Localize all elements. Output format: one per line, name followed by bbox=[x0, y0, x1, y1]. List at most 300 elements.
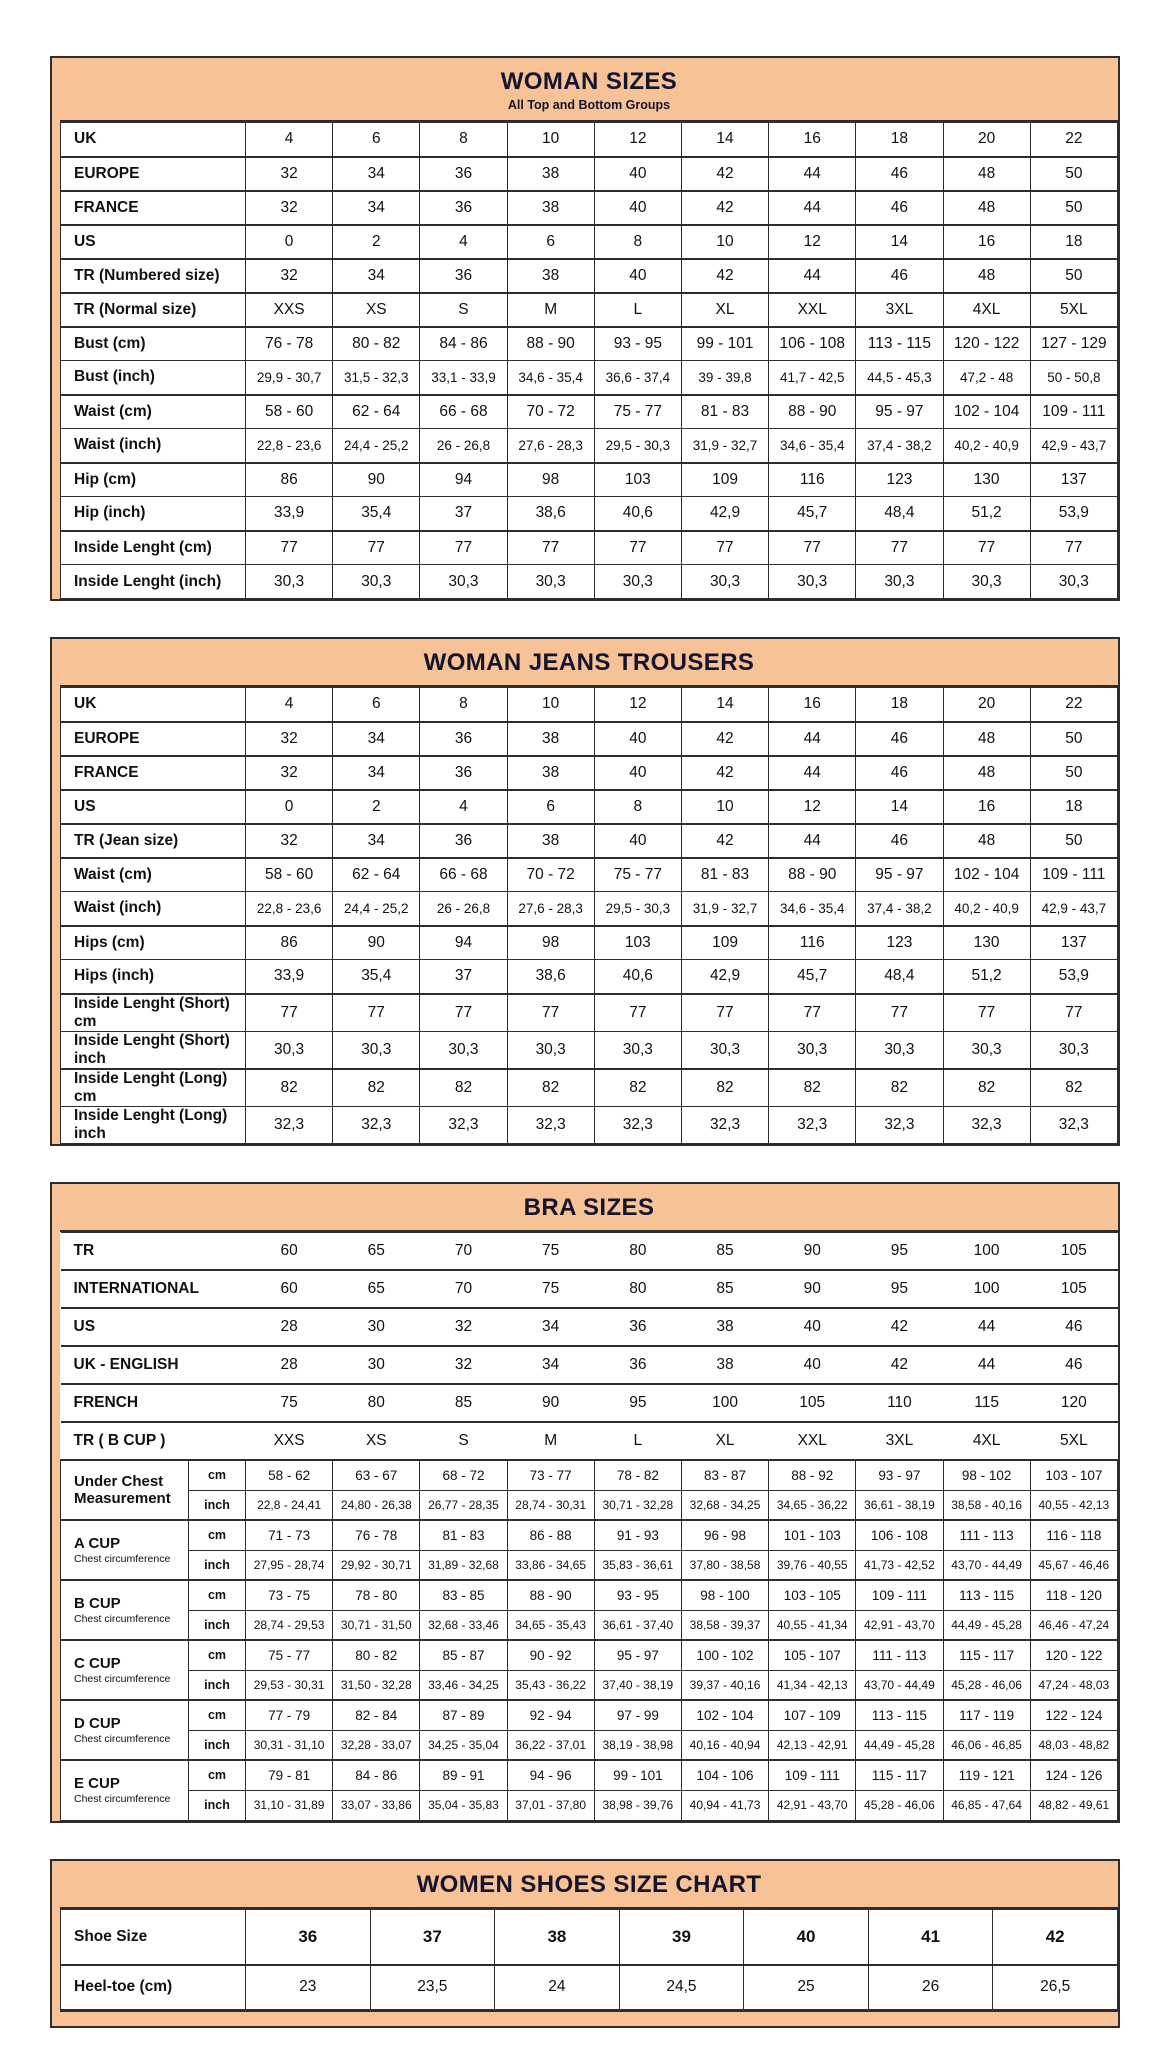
cup-label: E CUP bbox=[74, 1775, 120, 1793]
size-value: 40 bbox=[594, 824, 681, 858]
size-value: 40,55 - 42,13 bbox=[1030, 1490, 1117, 1520]
size-value: 102 - 104 bbox=[943, 858, 1030, 892]
table-subtitle: All Top and Bottom Groups bbox=[507, 98, 671, 112]
size-value: 50 bbox=[1030, 824, 1117, 858]
size-value: 73 - 75 bbox=[246, 1580, 333, 1610]
size-value: 44,49 - 45,28 bbox=[856, 1730, 943, 1760]
size-value: 36 bbox=[420, 157, 507, 191]
size-value: 109 bbox=[681, 463, 768, 497]
size-value: 127 - 129 bbox=[1030, 327, 1117, 361]
size-value: 97 - 99 bbox=[594, 1700, 681, 1730]
size-value: 78 - 80 bbox=[333, 1580, 420, 1610]
size-value: 44 bbox=[769, 756, 856, 790]
size-value: 76 - 78 bbox=[333, 1520, 420, 1550]
row-label: US bbox=[61, 225, 246, 259]
size-value: 34 bbox=[333, 722, 420, 756]
size-value: 85 bbox=[681, 1270, 768, 1308]
size-value: 48,82 - 49,61 bbox=[1030, 1790, 1117, 1820]
table-row bbox=[61, 926, 1118, 960]
size-value: 8 bbox=[594, 225, 681, 259]
size-value: 28,74 - 29,53 bbox=[246, 1610, 333, 1640]
table-row bbox=[61, 1069, 1118, 1107]
size-value: 130 bbox=[943, 926, 1030, 960]
woman-sizes-header bbox=[60, 58, 1118, 122]
table-row bbox=[61, 1422, 1118, 1460]
size-value: 42 bbox=[681, 722, 768, 756]
size-value: 86 bbox=[246, 926, 333, 960]
size-value: 16 bbox=[943, 225, 1030, 259]
size-value: 30,3 bbox=[943, 565, 1030, 599]
size-value: 33,07 - 33,86 bbox=[333, 1790, 420, 1820]
size-value: 38,6 bbox=[507, 497, 594, 531]
row-label: TR (Jean size) bbox=[61, 824, 246, 858]
size-value: 12 bbox=[594, 123, 681, 157]
size-value: 34,6 - 35,4 bbox=[507, 361, 594, 395]
size-value: 38,6 bbox=[507, 960, 594, 994]
size-value: 109 - 111 bbox=[1030, 395, 1117, 429]
size-value: 36,22 - 37,01 bbox=[507, 1730, 594, 1760]
size-value: 23,5 bbox=[370, 1965, 495, 2009]
size-value: 100 - 102 bbox=[681, 1640, 768, 1670]
size-value: 109 - 111 bbox=[1030, 858, 1117, 892]
size-value: 82 bbox=[1030, 1069, 1117, 1107]
size-value: 36 bbox=[420, 824, 507, 858]
table-row bbox=[61, 892, 1118, 926]
cup-sublabel: Chest circumference bbox=[74, 1613, 171, 1626]
size-value: 30,3 bbox=[681, 1031, 768, 1069]
bra-sizes-table bbox=[50, 1182, 1120, 1823]
size-value: 77 - 79 bbox=[246, 1700, 333, 1730]
size-value: 30,3 bbox=[333, 1031, 420, 1069]
size-value: 32,3 bbox=[769, 1106, 856, 1143]
row-label: UK bbox=[61, 688, 246, 722]
size-value: 77 bbox=[943, 994, 1030, 1032]
size-value: 37 bbox=[420, 960, 507, 994]
cup-sublabel: Chest circumference bbox=[74, 1553, 171, 1566]
size-value: 90 bbox=[333, 926, 420, 960]
size-value: 62 - 64 bbox=[333, 858, 420, 892]
size-value: 32 bbox=[420, 1346, 507, 1384]
size-value: 34,6 - 35,4 bbox=[769, 892, 856, 926]
table-row bbox=[61, 1232, 1118, 1270]
size-value: 29,5 - 30,3 bbox=[594, 892, 681, 926]
size-value: 46 bbox=[856, 756, 943, 790]
unit-label: inch bbox=[189, 1490, 246, 1520]
size-value: 110 bbox=[856, 1384, 943, 1422]
row-label: INTERNATIONAL bbox=[61, 1270, 246, 1308]
size-value: 120 - 122 bbox=[943, 327, 1030, 361]
size-value: 26,77 - 28,35 bbox=[420, 1490, 507, 1520]
size-value: 91 - 93 bbox=[594, 1520, 681, 1550]
size-value: 46 bbox=[856, 191, 943, 225]
size-value: 30,3 bbox=[507, 1031, 594, 1069]
size-value: 46,06 - 46,85 bbox=[943, 1730, 1030, 1760]
size-value: 60 bbox=[246, 1270, 333, 1308]
size-value: 37 bbox=[420, 497, 507, 531]
size-value: 50 bbox=[1030, 191, 1117, 225]
size-value: 31,5 - 32,3 bbox=[333, 361, 420, 395]
size-value: 2 bbox=[333, 790, 420, 824]
size-value: 113 - 115 bbox=[856, 327, 943, 361]
size-value: 30,3 bbox=[420, 1031, 507, 1069]
row-label: FRANCE bbox=[61, 756, 246, 790]
size-value: 106 - 108 bbox=[856, 1520, 943, 1550]
size-value: 38,58 - 40,16 bbox=[943, 1490, 1030, 1520]
size-value: S bbox=[420, 1422, 507, 1460]
row-label: Hip (inch) bbox=[61, 497, 246, 531]
size-value: 34,65 - 35,43 bbox=[507, 1610, 594, 1640]
size-value: 113 - 115 bbox=[943, 1580, 1030, 1610]
table-row bbox=[61, 1346, 1118, 1384]
table-row bbox=[61, 1550, 1118, 1580]
row-label: US bbox=[61, 790, 246, 824]
table-row bbox=[61, 1760, 1118, 1790]
size-value: 30,3 bbox=[594, 1031, 681, 1069]
row-label: Shoe Size bbox=[61, 1909, 246, 1965]
size-value: 27,95 - 28,74 bbox=[246, 1550, 333, 1580]
size-value: 38 bbox=[681, 1346, 768, 1384]
size-value: 0 bbox=[246, 790, 333, 824]
size-value: 40 bbox=[594, 157, 681, 191]
unit-label: cm bbox=[189, 1700, 246, 1730]
size-value: 40 bbox=[594, 191, 681, 225]
size-value: 38 bbox=[507, 259, 594, 293]
size-value: 103 bbox=[594, 463, 681, 497]
size-value: 22,8 - 24,41 bbox=[246, 1490, 333, 1520]
size-value: 34 bbox=[333, 259, 420, 293]
size-value: 44 bbox=[769, 191, 856, 225]
size-value: 12 bbox=[594, 688, 681, 722]
size-value: 90 bbox=[507, 1384, 594, 1422]
size-value: 30,3 bbox=[856, 565, 943, 599]
size-value: 40,2 - 40,9 bbox=[943, 429, 1030, 463]
size-value: 4XL bbox=[943, 1422, 1030, 1460]
size-value: 98 - 100 bbox=[681, 1580, 768, 1610]
size-value: 30,3 bbox=[856, 1031, 943, 1069]
size-value: 46 bbox=[856, 259, 943, 293]
size-value: 70 - 72 bbox=[507, 395, 594, 429]
size-value: 103 bbox=[594, 926, 681, 960]
size-value: 39,37 - 40,16 bbox=[681, 1670, 768, 1700]
size-value: 30,3 bbox=[769, 565, 856, 599]
size-value: 34,65 - 36,22 bbox=[769, 1490, 856, 1520]
size-value: 42 bbox=[681, 824, 768, 858]
row-label: FRANCE bbox=[61, 191, 246, 225]
size-value: 36,61 - 38,19 bbox=[856, 1490, 943, 1520]
unit-label: inch bbox=[189, 1610, 246, 1640]
size-value: 30,3 bbox=[681, 565, 768, 599]
size-value: 102 - 104 bbox=[943, 395, 1030, 429]
size-value: 30 bbox=[333, 1346, 420, 1384]
row-label bbox=[61, 1640, 189, 1700]
size-value: 82 bbox=[246, 1069, 333, 1107]
size-value: 30,3 bbox=[507, 565, 594, 599]
table-row bbox=[61, 1520, 1118, 1550]
size-value: 118 - 120 bbox=[1030, 1580, 1117, 1610]
size-value: 36 bbox=[420, 259, 507, 293]
size-value: 116 bbox=[769, 463, 856, 497]
unit-label: inch bbox=[189, 1670, 246, 1700]
row-label: Hips (inch) bbox=[61, 960, 246, 994]
size-value: 53,9 bbox=[1030, 497, 1117, 531]
size-value: 26,5 bbox=[993, 1965, 1118, 2009]
size-value: 123 bbox=[856, 463, 943, 497]
unit-label: inch bbox=[189, 1730, 246, 1760]
row-label: Bust (inch) bbox=[61, 361, 246, 395]
size-value: 82 bbox=[594, 1069, 681, 1107]
woman-jeans-header bbox=[60, 639, 1118, 687]
size-value: 124 - 126 bbox=[1030, 1760, 1117, 1790]
size-value: 77 bbox=[333, 531, 420, 565]
row-label: TR ( B CUP ) bbox=[61, 1422, 246, 1460]
size-value: 30,31 - 31,10 bbox=[246, 1730, 333, 1760]
size-value: 32,3 bbox=[1030, 1106, 1117, 1143]
size-value: 43,70 - 44,49 bbox=[943, 1550, 1030, 1580]
size-value: 82 bbox=[420, 1069, 507, 1107]
row-label bbox=[61, 1520, 189, 1580]
size-value: 44 bbox=[769, 259, 856, 293]
row-label: Inside Lenght (Short) cm bbox=[61, 994, 246, 1032]
size-value: 50 bbox=[1030, 259, 1117, 293]
size-value: 30,3 bbox=[420, 565, 507, 599]
cup-label: D CUP bbox=[74, 1714, 121, 1732]
size-value: 66 - 68 bbox=[420, 395, 507, 429]
bra-sizes-header bbox=[60, 1184, 1118, 1232]
table-row bbox=[61, 960, 1118, 994]
table-row bbox=[61, 1308, 1118, 1346]
size-value: 88 - 90 bbox=[769, 858, 856, 892]
size-value: 24,5 bbox=[619, 1965, 744, 2009]
size-value: 33,9 bbox=[246, 497, 333, 531]
size-value: 48 bbox=[943, 259, 1030, 293]
size-value: 83 - 87 bbox=[681, 1460, 768, 1490]
size-value: 70 - 72 bbox=[507, 858, 594, 892]
size-value: 111 - 113 bbox=[943, 1520, 1030, 1550]
size-value: 77 bbox=[856, 531, 943, 565]
table-row bbox=[61, 1730, 1118, 1760]
size-value: 39,76 - 40,55 bbox=[769, 1550, 856, 1580]
size-value: 45,7 bbox=[769, 497, 856, 531]
unit-label: inch bbox=[189, 1550, 246, 1580]
size-value: 100 bbox=[943, 1232, 1030, 1270]
size-value: 88 - 90 bbox=[507, 1580, 594, 1610]
accent-footer-bar bbox=[60, 2010, 1118, 2026]
size-value: 92 - 94 bbox=[507, 1700, 594, 1730]
size-value: 93 - 95 bbox=[594, 327, 681, 361]
size-value: 3XL bbox=[856, 293, 943, 327]
size-value: 98 bbox=[507, 926, 594, 960]
size-value: 40 bbox=[769, 1346, 856, 1384]
size-value: 99 - 101 bbox=[681, 327, 768, 361]
size-value: 45,67 - 46,46 bbox=[1030, 1550, 1117, 1580]
row-label: UK - ENGLISH bbox=[61, 1346, 246, 1384]
size-value: 38 bbox=[507, 722, 594, 756]
size-value: 29,53 - 30,31 bbox=[246, 1670, 333, 1700]
table-row bbox=[61, 994, 1118, 1032]
size-value: 32 bbox=[246, 157, 333, 191]
size-value: 85 bbox=[681, 1232, 768, 1270]
size-value: 28 bbox=[246, 1308, 333, 1346]
size-value: 30 bbox=[333, 1308, 420, 1346]
table-row bbox=[61, 1610, 1118, 1640]
bra-sizes-grid bbox=[60, 1232, 1118, 1821]
size-value: 34,25 - 35,04 bbox=[420, 1730, 507, 1760]
size-value: 48 bbox=[943, 756, 1030, 790]
size-value: 90 bbox=[769, 1232, 856, 1270]
size-value: 40 bbox=[594, 259, 681, 293]
size-value: 75 - 77 bbox=[594, 395, 681, 429]
size-value: 14 bbox=[681, 688, 768, 722]
size-value: 42 bbox=[681, 259, 768, 293]
row-label: Waist (cm) bbox=[61, 395, 246, 429]
size-value: 31,50 - 32,28 bbox=[333, 1670, 420, 1700]
size-value: 95 - 97 bbox=[856, 858, 943, 892]
size-value: 38 bbox=[507, 191, 594, 225]
table-title: WOMEN SHOES SIZE CHART bbox=[416, 1870, 762, 1898]
size-value: 80 - 82 bbox=[333, 1640, 420, 1670]
unit-label: cm bbox=[189, 1580, 246, 1610]
size-value: 80 bbox=[594, 1270, 681, 1308]
row-label: Inside Lenght (cm) bbox=[61, 531, 246, 565]
size-value: XS bbox=[333, 1422, 420, 1460]
size-value: 82 bbox=[943, 1069, 1030, 1107]
size-value: 10 bbox=[507, 688, 594, 722]
size-value: 10 bbox=[681, 790, 768, 824]
size-value: 62 - 64 bbox=[333, 395, 420, 429]
row-label bbox=[61, 1580, 189, 1640]
size-value: 31,9 - 32,7 bbox=[681, 892, 768, 926]
cup-sublabel: Chest circumference bbox=[74, 1733, 171, 1746]
size-value: 63 - 67 bbox=[333, 1460, 420, 1490]
size-value: 34 bbox=[333, 157, 420, 191]
size-value: 35,4 bbox=[333, 497, 420, 531]
size-value: 42 bbox=[681, 157, 768, 191]
unit-label: inch bbox=[189, 1790, 246, 1820]
size-value: 40 bbox=[594, 756, 681, 790]
size-value: 40 bbox=[594, 722, 681, 756]
size-value: 32,3 bbox=[246, 1106, 333, 1143]
size-value: 82 bbox=[856, 1069, 943, 1107]
size-value: 70 bbox=[420, 1270, 507, 1308]
size-value: 77 bbox=[681, 531, 768, 565]
cup-sublabel: Chest circumference bbox=[74, 1793, 171, 1806]
size-value: 70 bbox=[420, 1232, 507, 1270]
size-value: 44 bbox=[943, 1308, 1030, 1346]
row-label: Bust (cm) bbox=[61, 327, 246, 361]
size-value: 94 - 96 bbox=[507, 1760, 594, 1790]
size-value: 42,9 - 43,7 bbox=[1030, 429, 1117, 463]
size-value: 24 bbox=[495, 1965, 620, 2009]
size-value: 33,86 - 34,65 bbox=[507, 1550, 594, 1580]
size-value: 80 - 82 bbox=[333, 327, 420, 361]
row-label bbox=[61, 1460, 189, 1520]
size-value: 103 - 107 bbox=[1030, 1460, 1117, 1490]
size-value: 105 - 107 bbox=[769, 1640, 856, 1670]
size-value: 77 bbox=[856, 994, 943, 1032]
table-row bbox=[61, 790, 1118, 824]
table-row bbox=[61, 688, 1118, 722]
size-value: 109 - 111 bbox=[856, 1580, 943, 1610]
size-value: 37,40 - 38,19 bbox=[594, 1670, 681, 1700]
row-label: US bbox=[61, 1308, 246, 1346]
size-value: 123 bbox=[856, 926, 943, 960]
size-value: 42,9 - 43,7 bbox=[1030, 892, 1117, 926]
size-value: 40 bbox=[769, 1308, 856, 1346]
size-value: 42 bbox=[856, 1308, 943, 1346]
size-value: 42,13 - 42,91 bbox=[769, 1730, 856, 1760]
cup-label: Under Chest Measurement bbox=[74, 1472, 171, 1507]
size-value: 4 bbox=[420, 790, 507, 824]
size-value: 81 - 83 bbox=[681, 858, 768, 892]
cup-label: C CUP bbox=[74, 1654, 121, 1672]
shoes-size-grid bbox=[60, 1909, 1118, 2010]
size-value: 95 - 97 bbox=[594, 1640, 681, 1670]
size-value: 40,94 - 41,73 bbox=[681, 1790, 768, 1820]
size-value: 93 - 97 bbox=[856, 1460, 943, 1490]
size-value: M bbox=[507, 1422, 594, 1460]
size-value: 33,1 - 33,9 bbox=[420, 361, 507, 395]
size-value: 50 bbox=[1030, 722, 1117, 756]
size-value: 46 bbox=[1030, 1346, 1117, 1384]
size-value: 42,91 - 43,70 bbox=[856, 1610, 943, 1640]
row-label: EUROPE bbox=[61, 157, 246, 191]
size-value: 48,4 bbox=[856, 960, 943, 994]
size-value: 116 - 118 bbox=[1030, 1520, 1117, 1550]
size-value: 32,68 - 34,25 bbox=[681, 1490, 768, 1520]
size-value: 32,3 bbox=[333, 1106, 420, 1143]
size-value: 101 - 103 bbox=[769, 1520, 856, 1550]
size-value: 39 bbox=[619, 1909, 744, 1965]
row-label: Waist (inch) bbox=[61, 429, 246, 463]
size-value: 77 bbox=[420, 531, 507, 565]
size-value: 45,7 bbox=[769, 960, 856, 994]
woman-jeans-table bbox=[50, 637, 1120, 1146]
size-value: 35,83 - 36,61 bbox=[594, 1550, 681, 1580]
size-value: 80 bbox=[594, 1232, 681, 1270]
size-value: 26 - 26,8 bbox=[420, 429, 507, 463]
size-value: 104 - 106 bbox=[681, 1760, 768, 1790]
size-value: 77 bbox=[507, 531, 594, 565]
size-value: 6 bbox=[333, 123, 420, 157]
woman-sizes-table bbox=[50, 56, 1120, 601]
size-value: 32,3 bbox=[420, 1106, 507, 1143]
size-value: 46 bbox=[856, 824, 943, 858]
size-value: 85 bbox=[420, 1384, 507, 1422]
size-value: XS bbox=[333, 293, 420, 327]
size-value: 58 - 60 bbox=[246, 395, 333, 429]
woman-jeans-grid bbox=[60, 687, 1118, 1144]
size-value: XXL bbox=[769, 1422, 856, 1460]
row-label: Inside Lenght (Long) cm bbox=[61, 1069, 246, 1107]
table-title: BRA SIZES bbox=[523, 1193, 655, 1221]
size-value: 32,3 bbox=[507, 1106, 594, 1143]
size-value: 38 bbox=[507, 824, 594, 858]
size-value: 31,9 - 32,7 bbox=[681, 429, 768, 463]
row-label: TR (Normal size) bbox=[61, 293, 246, 327]
size-value: 50 bbox=[1030, 756, 1117, 790]
size-value: 105 bbox=[769, 1384, 856, 1422]
size-value: 12 bbox=[769, 790, 856, 824]
bra-cup-rows bbox=[61, 1460, 1118, 1820]
size-value: 58 - 62 bbox=[246, 1460, 333, 1490]
row-label: Hips (cm) bbox=[61, 926, 246, 960]
table-row bbox=[61, 1965, 1118, 2009]
size-value: 40,6 bbox=[594, 497, 681, 531]
size-value: 38 bbox=[507, 756, 594, 790]
size-value: 44 bbox=[943, 1346, 1030, 1384]
table-row bbox=[61, 1640, 1118, 1670]
row-label: EUROPE bbox=[61, 722, 246, 756]
